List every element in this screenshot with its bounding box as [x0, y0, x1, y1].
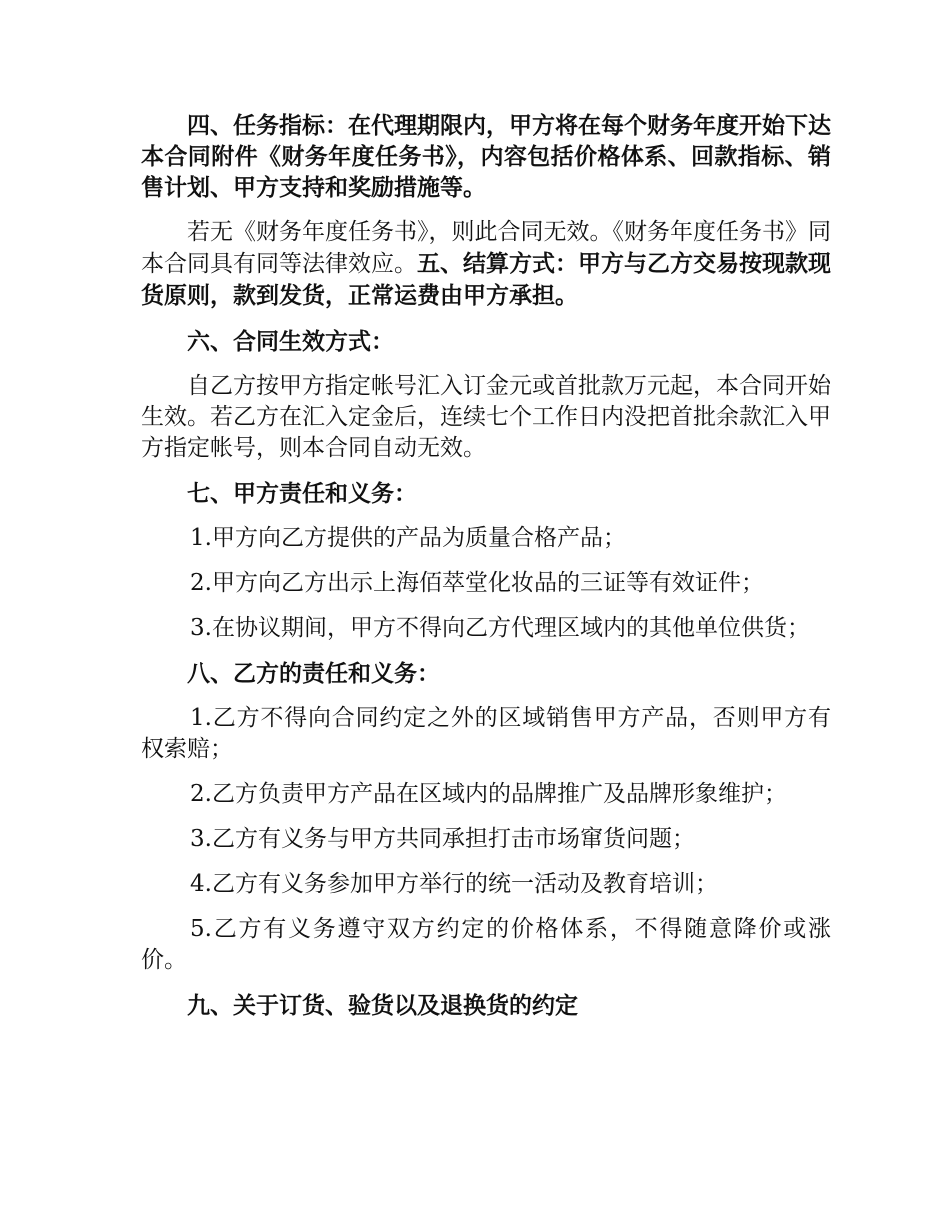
party-a-duty-2 [141, 568, 831, 599]
section-6-text: 六、合同生效方式： [187, 328, 394, 355]
party-a-duty-3 [141, 613, 831, 644]
section-4-text: 四、任务指标：在代理期限内，甲方将在每个财务年度开始下达本合同附件《财务年度任务书》，内容包括价格体系、回款指标、销售计划、甲方支持和奖励措施等。 [141, 112, 831, 201]
party-a-duty-2-text: 2.甲方向乙方出示上海佰萃堂化妆品的三证等有效证件； [190, 570, 764, 596]
party-b-duty-5 [141, 914, 831, 976]
section-9-heading [141, 990, 831, 1021]
section-4-task-targets [141, 110, 831, 203]
party-a-duty-1 [141, 523, 831, 554]
party-a-duty-1-text: 1.甲方向乙方提供的产品为质量合格产品； [190, 525, 626, 551]
contract-effective-paragraph [141, 371, 831, 464]
section-8-heading [141, 658, 831, 689]
party-b-duty-3 [141, 824, 831, 855]
section-7-heading [141, 478, 831, 509]
section-5-settlement-text: 五、结算方式：甲方与乙方交易按现款现货原则，款到发货，正常运费由甲方承担。 [141, 250, 831, 309]
party-b-duty-1-text: 1.乙方不得向合同约定之外的区域销售甲方产品，否则甲方有权索赔； [141, 705, 831, 762]
party-b-duty-5-text: 5.乙方有义务遵守双方约定的价格体系，不得随意降价或涨价。 [141, 916, 831, 973]
party-a-duty-3-text: 3.在协议期间，甲方不得向乙方代理区域内的其他单位供货； [190, 615, 810, 641]
task-book-validity-text: 若无《财务年度任务书》，则此合同无效。《财务年度任务书》同本合同具有同等法律效应。 [141, 219, 831, 277]
section-9-text: 九、关于订货、验货以及退换货的约定 [187, 992, 578, 1019]
section-8-text: 八、乙方的责任和义务： [187, 660, 440, 687]
party-b-duty-1 [141, 703, 831, 765]
party-b-duty-4 [141, 869, 831, 900]
task-book-validity-paragraph [141, 217, 831, 312]
section-6-heading [141, 326, 831, 357]
party-b-duty-2 [141, 779, 831, 810]
section-7-text: 七、甲方责任和义务： [187, 480, 417, 507]
party-b-duty-4-text: 4.乙方有义务参加甲方举行的统一活动及教育培训； [190, 871, 718, 897]
party-b-duty-3-text: 3.乙方有义务与甲方共同承担打击市场窜货问题； [190, 826, 695, 852]
contract-effective-text: 自乙方按甲方指定帐号汇入订金元或首批款万元起，本合同开始生效。若乙方在汇入定金后，连续七个工作日内没把首批余款汇入甲方指定帐号，则本合同自动无效。 [141, 373, 831, 461]
party-b-duty-2-text: 2.乙方负责甲方产品在区域内的品牌推广及品牌形象维护； [190, 781, 787, 807]
document-body [141, 110, 831, 1035]
